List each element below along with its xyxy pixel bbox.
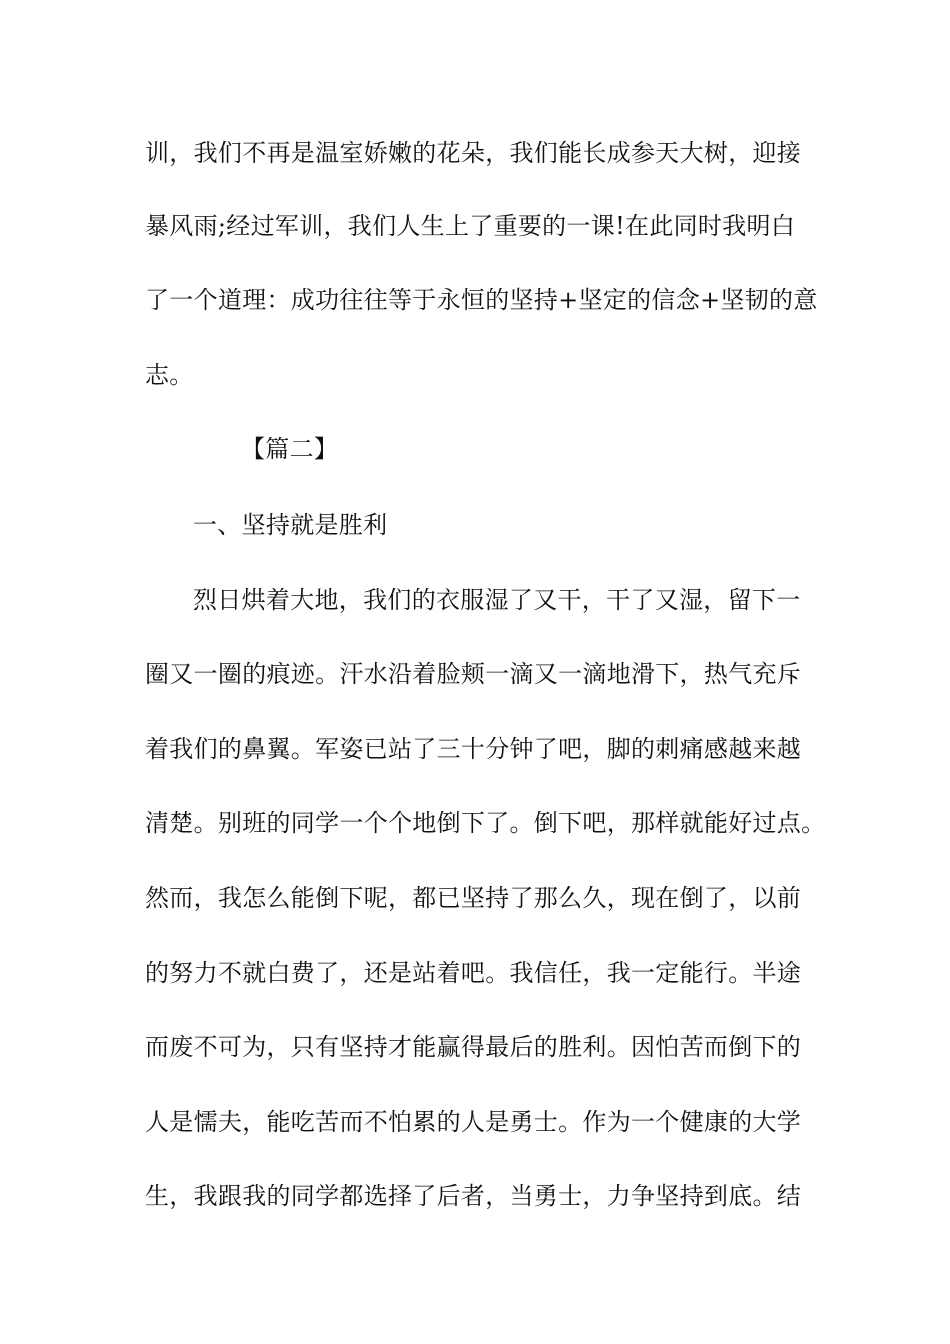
paragraph-first-line: 烈日烘着大地，我们的衣服湿了又干，干了又湿，留下一 — [193, 586, 801, 614]
text-line: 暴风雨;经过军训，我们人生上了重要的一课!在此同时我明白 — [145, 212, 796, 240]
text-line: 圈又一圈的痕迹。汗水沿着脸颊一滴又一滴地滑下，热气充斥 — [145, 660, 802, 688]
text-line: 志。 — [145, 361, 194, 389]
text-line: 人是懦夫，能吃苦而不怕累的人是勇士。作为一个健康的大学 — [145, 1108, 802, 1136]
section-heading: 【篇二】 — [241, 435, 339, 463]
text-line: 清楚。别班的同学一个个地倒下了。倒下吧，那样就能好过点。 — [145, 809, 826, 837]
text-line: 的努力不就白费了，还是站着吧。我信任，我一定能行。半途 — [145, 959, 802, 987]
text-line: 训，我们不再是温室娇嫩的花朵，我们能长成参天大树，迎接 — [145, 139, 802, 167]
text-line: 了一个道理：成功往往等于永恒的坚持+坚定的信念+坚韧的意 — [145, 286, 818, 314]
subsection-heading: 一、坚持就是胜利 — [193, 511, 388, 539]
text-line: 而废不可为，只有坚持才能赢得最后的胜利。因怕苦而倒下的 — [145, 1033, 802, 1061]
text-line: 生，我跟我的同学都选择了后者，当勇士，力争坚持到底。结 — [145, 1182, 802, 1210]
text-line: 然而，我怎么能倒下呢，都已坚持了那么久，现在倒了，以前 — [145, 884, 802, 912]
text-line: 着我们的鼻翼。军姿已站了三十分钟了吧，脚的刺痛感越来越 — [145, 735, 802, 763]
